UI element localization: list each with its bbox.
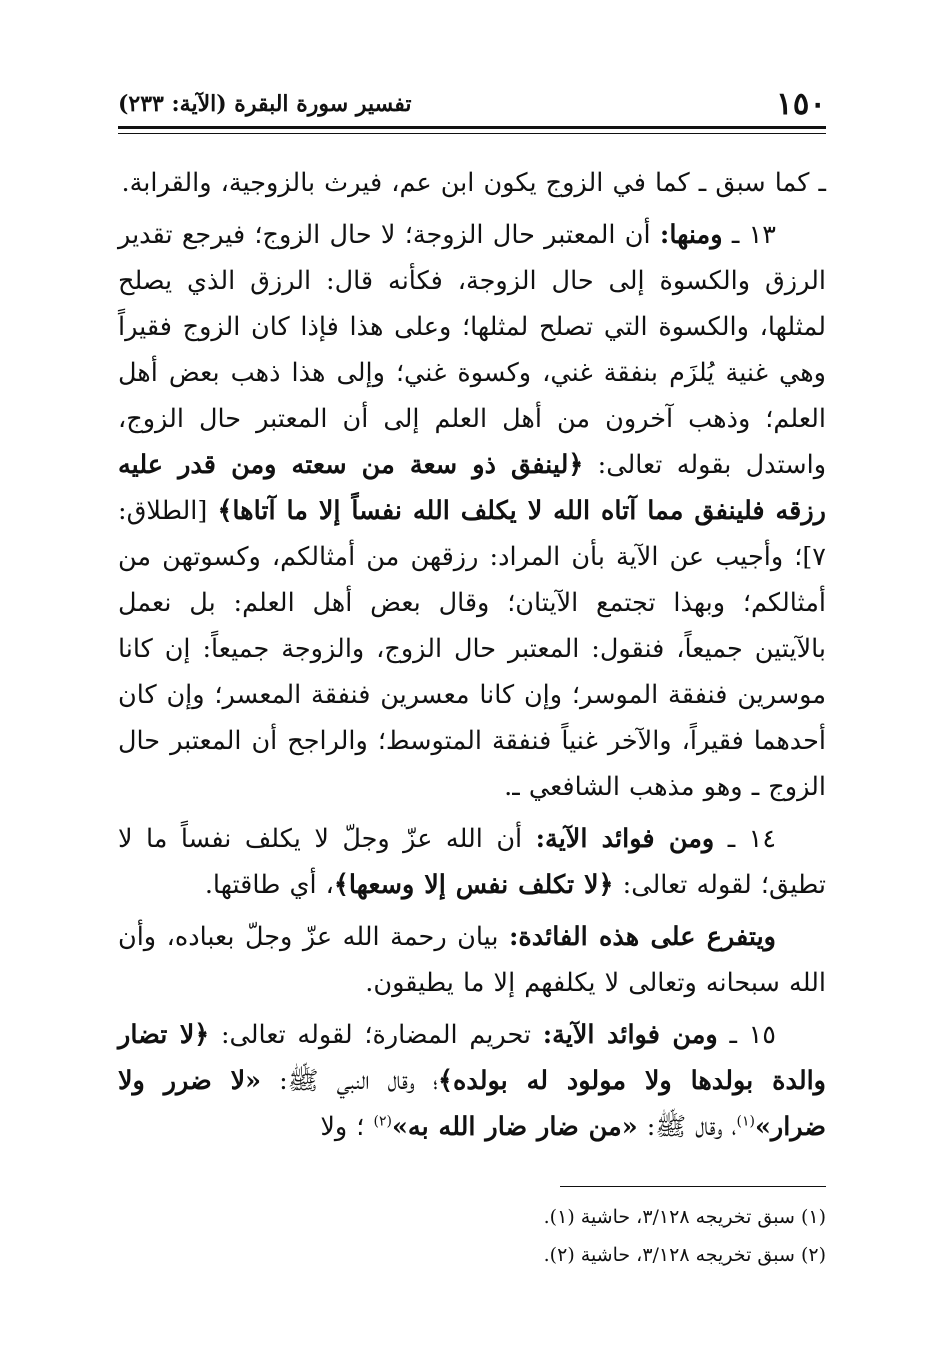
benefit-number: ١٤ ـ	[727, 824, 777, 854]
benefit-number: ١٥ ـ	[729, 1020, 776, 1050]
footnote-separator	[560, 1186, 826, 1187]
footnotes	[300, 1198, 826, 1274]
paragraph-benefit-13: ١٣ ـ ومنها: أن المعتبر حال الزوجة؛ لا حال الزوج؛ فيرجع تقدير الرزق والكسوة إلى حال الزوجة، فكأنه قال: الرزق الذي يصلح لمثلها، والكسوة التي تصلح لمثلها؛ وعلى هذا فإذا كان الزوج فقيراً وهي غنية يُلزَم بنفقة غني، وكسوة غني؛ وإلى هذا ذهب بعض أهل العلم؛ وذهب آخرون من أهل العلم إلى أن المعتبر حال الزوج، واستدل بقوله تعالى: ﴿لينفق ذو سعة من سعته ومن قدر عليه رزقه فلينفق مما آتاه الله لا يكلف الله نفساً إلا ما آتاها﴾ [الطلاق: ٧]؛ وأجيب عن الآية بأن المراد: رزقهن من أمثالكم، وكسوتهن من أمثالكم؛ وبهذا تجتمع الآيتان؛ وقال بعض أهل العلم: بل نعمل بالآيتين جميعاً، فنقول: المعتبر حال الزوج، والزوجة جميعاً: إن كانا موسرين فنفقة الموسر؛ وإن كانا معسرين فنفقة المعسر؛ وإن كان أحدهما فقيراً، والآخر غنياً فنفقة المتوسط؛ والراجح أن المعتبر حال الزوج ـ وهو مذهب الشافعي ـ.	[118, 220, 827, 802]
paragraph-benefit-15: ١٥ ـ ومن فوائد الآية: تحريم المضارة؛ لقوله تعالى: ﴿لا تضار والدة بولدها ولا مولود له بولده﴾؛ وقال النبي ﷺ: «لا ضرر ولا ضرار»$^{(١)}$، وقال ﷺ: «من ضار ضار الله به»$^{(٢)}$ ؛ ولا	[118, 1020, 826, 1142]
quran-quote: ﴿لينفق ذو سعة من سعته ومن قدر عليه رزقه فلينفق مما آتاه الله لا يكلف الله نفساً إلا ما آتاها﴾	[118, 450, 826, 526]
benefit-heading: ويتفرع على هذه الفائدة:	[508, 922, 776, 952]
page-header	[118, 84, 826, 124]
header-rule-thin	[118, 133, 826, 134]
page-number: ١٥٠	[776, 86, 826, 122]
header-rule-thick	[118, 126, 826, 129]
footnote-ref-1: (١)	[736, 1113, 755, 1130]
benefit-heading: ومنها:	[659, 220, 723, 250]
paragraph-benefit-14: ١٤ ـ ومن فوائد الآية: أن الله عزّ وجلّ لا يكلف نفساً ما لا تطيق؛ لقوله تعالى: ﴿لا تكلف نفس إلا وسعها﴾، أي طاقتها.	[118, 824, 826, 900]
paragraph-derived-benefit: ويتفرع على هذه الفائدة: بيان رحمة الله عزّ وجلّ بعباده، وأن الله سبحانه وتعالى لا يكلفهم إلا ما يطيقون.	[118, 922, 826, 998]
paragraph-continuation: ـ كما سبق ـ كما في الزوج يكون ابن عم، فيرث بالزوجية، والقرابة.	[121, 168, 826, 198]
footnote-1: (١) سبق تخريجه ٣/١٢٨، حاشية (١).	[543, 1206, 826, 1228]
footnote-2: (٢) سبق تخريجه ٣/١٢٨، حاشية (٢).	[543, 1244, 826, 1266]
benefit-number: ١٣ ـ	[731, 220, 776, 250]
quran-quote: ﴿لا تضار والدة بولدها ولا مولود له بولده﴾	[118, 1020, 826, 1096]
hadith-quote: «لا ضرر ولا ضرار»	[118, 1066, 826, 1142]
running-title: تفسير سورة البقرة (الآية: ٢٣٣)	[118, 91, 412, 117]
footnote-ref-2: (٢)	[373, 1113, 392, 1130]
body-text	[118, 160, 826, 1156]
hadith-quote: «من ضار ضار الله به»	[391, 1112, 638, 1142]
quran-quote: ﴿لا تكلف نفس إلا وسعها﴾	[333, 870, 614, 900]
benefit-heading: ومن فوائد الآية:	[535, 824, 715, 854]
benefit-heading: ومن فوائد الآية:	[542, 1020, 718, 1050]
